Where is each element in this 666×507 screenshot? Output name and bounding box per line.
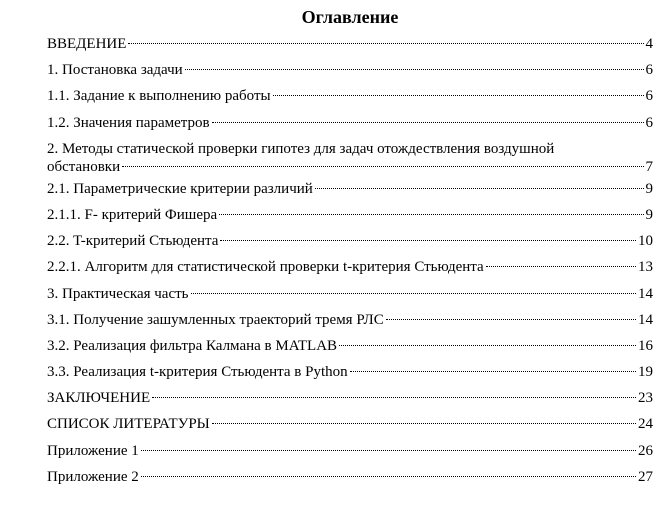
toc-entry-text: 1. Постановка задачи <box>47 62 183 79</box>
dot-leader <box>486 266 636 267</box>
toc-entry-page: 27 <box>638 468 653 485</box>
dot-leader <box>350 371 636 372</box>
toc-entry[interactable] <box>47 385 653 411</box>
toc-entry-page: 16 <box>638 337 653 354</box>
toc-entry[interactable] <box>47 254 653 280</box>
toc-entry-page: 7 <box>645 158 653 175</box>
toc-entry-text: 3.1. Получение зашумленных траекторий тремя РЛС <box>47 311 384 328</box>
dot-leader <box>339 345 636 346</box>
toc-entry[interactable] <box>47 202 653 228</box>
dot-leader <box>128 43 643 44</box>
toc-entry[interactable] <box>47 464 653 490</box>
toc-entry[interactable] <box>47 57 653 83</box>
dot-leader <box>185 69 644 70</box>
toc-entry-text: СПИСОК ЛИТЕРАТУРЫ <box>47 416 210 433</box>
toc-entry-text: 2.1.1. F- критерий Фишера <box>47 206 218 223</box>
toc-entry-text-continued: обстановки <box>47 158 121 175</box>
toc-entry-page: 14 <box>638 285 653 302</box>
dot-leader <box>141 476 636 477</box>
dot-leader <box>152 397 636 398</box>
toc-entry-page: 9 <box>645 180 653 197</box>
dot-leader <box>273 95 644 96</box>
toc-entry-page: 19 <box>638 364 653 381</box>
toc-entry-page: 23 <box>638 390 653 407</box>
toc-entry-text: 3. Практическая часть <box>47 285 189 302</box>
toc-list <box>47 31 653 490</box>
toc-entry[interactable] <box>47 176 653 202</box>
dot-leader <box>220 240 636 241</box>
toc-entry-text: 2. Методы статической проверки гипотез для задач отождествления воздушной <box>47 140 555 157</box>
toc-entry[interactable] <box>47 438 653 464</box>
toc-entry[interactable] <box>47 307 653 333</box>
dot-leader <box>122 166 643 167</box>
toc-entry-text: 1.1. Задание к выполнению работы <box>47 88 271 105</box>
toc-entry[interactable] <box>47 411 653 437</box>
toc-entry-page: 9 <box>645 206 653 223</box>
toc-entry-page: 24 <box>638 416 653 433</box>
toc-entry-text: 3.3. Реализация t-критерия Стьюдента в Python <box>47 364 348 381</box>
toc-entry-text: Приложение 1 <box>47 442 139 459</box>
dot-leader <box>386 319 636 320</box>
toc-entry[interactable] <box>47 110 653 136</box>
toc-entry-text: ВВЕДЕНИЕ <box>47 36 127 52</box>
toc-entry-continuation <box>47 158 653 176</box>
toc-entry-text: 2.2. T-критерий Стьюдента <box>47 233 219 250</box>
toc-entry-text: 3.2. Реализация фильтра Калмана в MATLAB <box>47 337 338 354</box>
toc-entry[interactable] <box>47 333 653 359</box>
dot-leader <box>212 122 644 123</box>
toc-entry-page: 6 <box>645 62 653 79</box>
toc-entry[interactable] <box>47 136 653 176</box>
toc-entry-page: 26 <box>638 442 653 459</box>
dot-leader <box>141 450 636 451</box>
toc-entry[interactable] <box>47 228 653 254</box>
toc-entry[interactable] <box>47 281 653 307</box>
toc-entry-text: 2.1. Параметрические критерии различий <box>47 180 313 197</box>
toc-entry[interactable] <box>47 359 653 385</box>
toc-entry-text: 2.2.1. Алгоритм для статистической проверки t-критерия Стьюдента <box>47 259 484 276</box>
toc-entry-text: 1.2. Значения параметров <box>47 114 210 131</box>
toc-title: Оглавление <box>301 7 399 27</box>
toc-entry-text: ЗАКЛЮЧЕНИЕ <box>47 390 151 407</box>
toc-entry-page: 6 <box>645 88 653 105</box>
dot-leader <box>212 423 636 424</box>
dot-leader <box>219 214 643 215</box>
dot-leader <box>315 188 644 189</box>
toc-entry[interactable] <box>47 83 653 109</box>
toc-entry-page: 6 <box>645 114 653 131</box>
toc-entry[interactable] <box>47 31 653 57</box>
toc-entry-page: 10 <box>638 233 653 250</box>
toc-entry-page: 13 <box>638 259 653 276</box>
dot-leader <box>191 293 636 294</box>
toc-entry-text: Приложение 2 <box>47 468 139 485</box>
toc-entry-page: 4 <box>645 36 653 52</box>
toc-entry-page: 14 <box>638 311 653 328</box>
